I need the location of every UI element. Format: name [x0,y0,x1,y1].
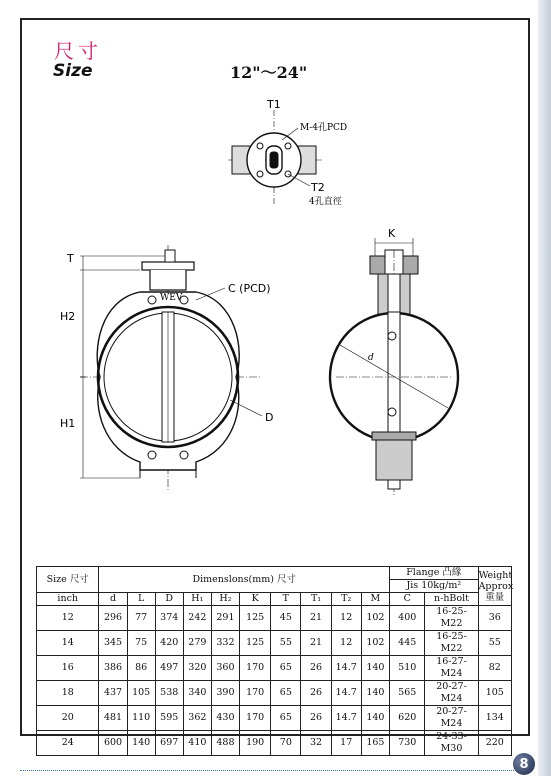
table-cell: 510 [390,656,425,681]
col-inch: inch [37,593,99,606]
table-cell: 430 [211,706,239,731]
table-cell: 82 [478,656,511,681]
table-cell: 279 [183,631,211,656]
table-cell: 140 [361,656,389,681]
table-cell: 488 [211,731,239,756]
table-cell: 390 [211,681,239,706]
table-cell: 125 [240,606,271,631]
table-cell: 400 [390,606,425,631]
footer-divider [20,770,520,772]
table-cell: 697 [155,731,183,756]
table-row [37,631,512,656]
table-cell: 20 [37,706,99,731]
label-k: K [388,227,396,240]
table-cell: 17 [331,731,361,756]
table-cell: 296 [99,606,127,631]
table-cell: 600 [99,731,127,756]
table-cell: 55 [478,631,511,656]
table-cell: 20-27-M24 [425,706,478,731]
table-row [37,681,512,706]
table-cell: 345 [99,631,127,656]
col-h1: H₁ [183,593,211,606]
table-cell: 12 [331,631,361,656]
table-cell: 170 [240,681,271,706]
table-cell: 386 [99,656,127,681]
table-cell: 565 [390,681,425,706]
table-row [37,606,512,631]
table-cell: 32 [301,731,331,756]
table-cell: 65 [271,656,301,681]
table-cell: 374 [155,606,183,631]
label-t2: T2 [311,181,325,194]
table-cell: 14.7 [331,681,361,706]
table-cell: 21 [301,606,331,631]
col-bolt: n-hBolt [425,593,478,606]
table-body [37,606,512,756]
col-d: d [99,593,127,606]
table-cell: 36 [478,606,511,631]
table-cell: 360 [211,656,239,681]
table-cell: 410 [183,731,211,756]
table-cell: 86 [127,656,155,681]
header-weight-text: Weight Approx 重量 [478,569,514,603]
table-cell: 16 [37,656,99,681]
table-cell: 65 [271,681,301,706]
side-view [330,238,458,495]
label-t: T [67,252,74,265]
table-cell: 220 [478,731,511,756]
page-number-badge: 8 [513,753,535,775]
table-cell: 595 [155,706,183,731]
table-cell: 65 [271,706,301,731]
table-cell: 12 [331,606,361,631]
col-l: L [127,593,155,606]
header-size: Size 尺寸 [37,567,99,593]
table-cell: 18 [37,681,99,706]
table-cell: 21 [301,631,331,656]
title-chinese: 尺寸 [54,39,102,63]
label-d-outer: D [265,411,274,424]
table-cell: 14.7 [331,656,361,681]
label-d-inner: d [368,353,374,363]
label-t1: T1 [267,98,281,111]
table-cell: 125 [240,631,271,656]
col-m: M [361,593,389,606]
table-cell: 538 [155,681,183,706]
table-cell: 75 [127,631,155,656]
header-jis: Jis 10kg/m² [390,580,479,593]
dimension-table [36,566,512,756]
table-cell: 16-25-M22 [425,606,478,631]
label-h2: H2 [60,310,76,323]
table-columns-row [37,593,512,606]
col-t1: T₁ [301,593,331,606]
table-cell: 437 [99,681,127,706]
label-h1: H1 [60,417,76,430]
table-cell: 340 [183,681,211,706]
table-cell: 45 [271,606,301,631]
table-cell: 105 [127,681,155,706]
size-range: 12"～24" [230,63,308,82]
table-cell: 134 [478,706,511,731]
table-cell: 730 [390,731,425,756]
col-D: D [155,593,183,606]
table-cell: 26 [301,706,331,731]
col-h2: H₂ [211,593,239,606]
table-cell: 140 [361,706,389,731]
table-cell: 170 [240,656,271,681]
table-cell: 26 [301,656,331,681]
label-hole-note: 4孔直徑 [309,197,342,207]
table-cell: 55 [271,631,301,656]
table-cell: 140 [361,681,389,706]
table-cell: 102 [361,631,389,656]
table-cell: 77 [127,606,155,631]
table-row [37,656,512,681]
table-cell: 291 [211,606,239,631]
table-row [37,706,512,731]
table-cell: 190 [240,731,271,756]
table-header-row [37,567,512,580]
table-cell: 170 [240,706,271,731]
table-cell: 26 [301,681,331,706]
table-cell: 12 [37,606,99,631]
title-english: Size [53,61,93,81]
table-cell: 20-27-M24 [425,681,478,706]
logo-wev: WEV [160,293,183,303]
table-cell: 445 [390,631,425,656]
table-cell: 620 [390,706,425,731]
header-flange: Flange 凸緣 [390,567,479,580]
table-row [37,731,512,756]
table-cell: 362 [183,706,211,731]
table-cell: 165 [361,731,389,756]
table-cell: 70 [271,731,301,756]
table-cell: 14 [37,631,99,656]
table-cell: 140 [127,731,155,756]
table-cell: 332 [211,631,239,656]
table-cell: 16-27-M24 [425,656,478,681]
label-c-pcd: C (PCD) [228,282,271,295]
table-cell: 242 [183,606,211,631]
col-t: T [271,593,301,606]
table-cell: 420 [155,631,183,656]
header-weight [478,567,514,606]
table-cell: 481 [99,706,127,731]
table-cell: 110 [127,706,155,731]
table-cell: 102 [361,606,389,631]
col-k: K [240,593,271,606]
table-cell: 24-33-M30 [425,731,478,756]
header-dimensions: Dimenslons(mm) 尺寸 [99,567,390,593]
table-cell: 16-25-M22 [425,631,478,656]
col-c: C [390,593,425,606]
table-cell: 497 [155,656,183,681]
col-t2: T₂ [331,593,361,606]
label-m-pcd: M-4孔PCD [300,123,348,133]
table-cell: 105 [478,681,511,706]
table-cell: 320 [183,656,211,681]
table-cell: 24 [37,731,99,756]
table-cell: 14.7 [331,706,361,731]
